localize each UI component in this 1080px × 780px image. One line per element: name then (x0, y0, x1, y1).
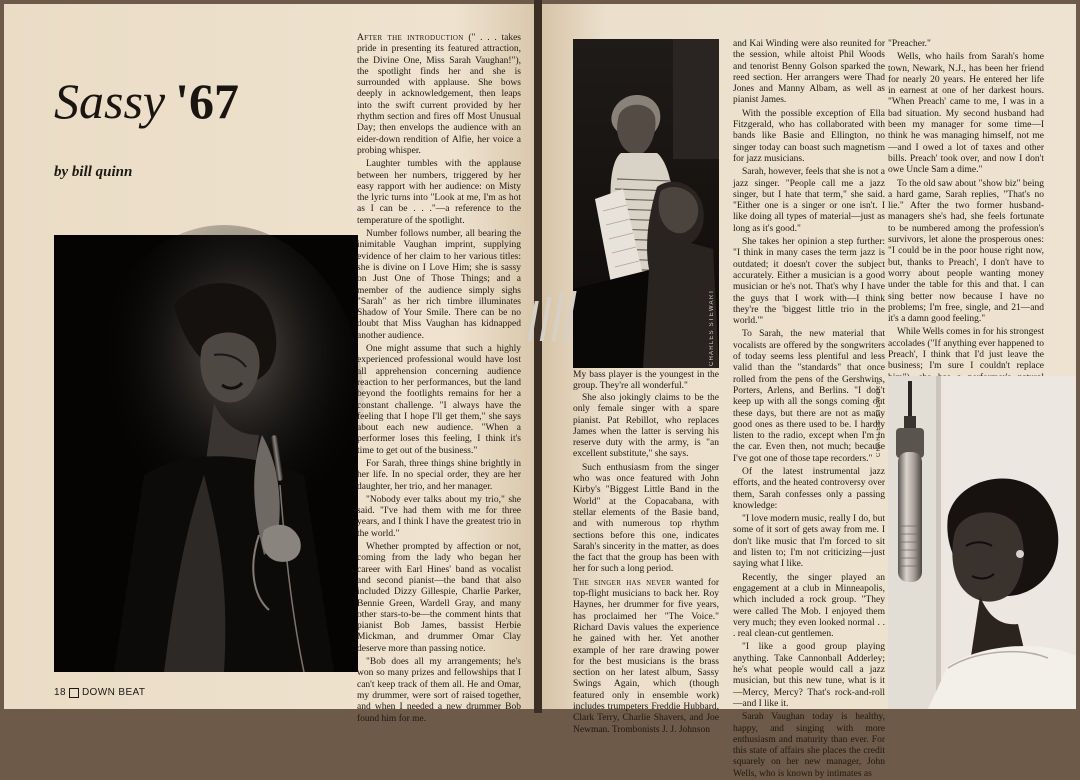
paragraph: and Kai Winding were also reunited for the session, while altoist Phil Woods and tenorist Benny Golson sparked the reed section. Her arrangers were Thad Jones and Manny Albam, as well as pianist James. (733, 39, 885, 106)
page-number: 18 (54, 687, 66, 698)
paragraph: Laughter tumbles with the applause between her numbers, triggered by her easy rapport with her audience: on Misty the lyric turns into "Look at me, I'm as hot as I can be . . ."—a reference to the temperature of the spotlight. (357, 159, 521, 226)
paragraph: "Bob does all my arrangements; he's won so many prizes and fellowships that I can't keep track of them all. He and Omar, my drummer, were sort of raised together, and when I needed a new drummer Bob found him for me. (357, 657, 521, 724)
photo-sarah-microphone (876, 376, 1076, 709)
paragraph: Of the latest instrumental jazz efforts, and the heated controversy over them, Sarah confesses only a passing knowledge: (733, 466, 885, 511)
magazine-name: DOWN BEAT (81, 687, 146, 698)
paragraph: To the old saw about "show biz" being a hard game, Sarah replies, "That's no lie." After the two former husband-managers she's had, she feels fortunate to be numbered among the profession's survivors, let alone the prosperous ones: "I could be in the poor house right now, but, thanks to Preach', I don't have to worry about people wanting money under the table for this and that. I can sing better now because I have no problems; I'm free, single, and 21—and it's a damn good feeling." (888, 178, 1044, 325)
photo-caption: My bass player is the youngest in the group. They're all wonderful." (573, 370, 719, 392)
paragraph: She also jokingly claims to be the only female singer with a spare pianist. Pat Rebillot, who replaces James when the latter is serving his reserve duty with the army, is "an excellent substitute," she says. (573, 393, 719, 460)
paragraph: Whether prompted by affection or not, coming from the lady who began her career with Earl Hines' band as vocalist and second pianist—the band that also included Dizzy Gillespie, Charlie Parker, Bennie Green, Wardell Gray, and many other stars-to-be—the comment hints that pianist Bob James, bassist Herbie Mickman, and drummer Omar Clay deserve more than passing notice. (357, 542, 521, 654)
paragraph: "I love modern music, really I do, but some of it sort of gets away from me. I don't like music that I'm forced to sit and listen to; I'm not criticizing—just saying what I like. (733, 514, 885, 570)
paragraph: The singer has never wanted for top-flight musicians to back her. Roy Haynes, her drummer for five years, has proclaimed her "The Voice." Richard Davis values the experience he gained with her. Yet another example of her rare drawing power for the best musicians is the brass section on her latest album, Sassy Swings Again, which (though featured only in ensemble work) includes trumpeters Freddie Hubbard, Clark Terry, Charlie Shavers, and Joe Newman. Trombonists J. J. Johnson (573, 577, 720, 735)
photo-sarah-microphone-image (888, 376, 1076, 709)
photo-sarah-singing (54, 235, 358, 672)
column-2 (573, 393, 720, 735)
column-1 (357, 33, 521, 724)
byline: by bill quinn (54, 164, 133, 180)
column-3 (733, 39, 885, 779)
left-page (4, 4, 534, 724)
photo-sarah-piano-image (573, 39, 719, 368)
binding-gutter (534, 0, 542, 713)
lead-in: After the introduction (357, 33, 464, 43)
paragraph: Such enthusiasm from the singer who was once featured with John Kirby's "Biggest Little Band in the World" at the Copacabana, with stellar elements of the Basie band, and with numerous top rhythm sections before this one, indicates Sarah's sincerity in the matter, as does the fact that the group has been with her for such a long period. (573, 462, 719, 575)
paragraph: She takes her opinion a step further: "I think in many cases the term jazz is outdated; it doesn't cover the subject accurately. Either a musician is a good musician or he's not. That's why I have the guys that I work with—I think they're the 'biggest little trio in the world.'" (733, 237, 885, 327)
paragraph: After the introduction (" . . . takes pride in presenting its featured attraction, the Divine One, Miss Sarah Vaughan!"), the spotlight finds her and she is surrounded with applause. She bows deeply in acknowledgement, then leaps into the swift current provided by her rhythm section and fires off Most Unusual Day; then envelops the audience with an eider-down rendition of Alfie, her voice a probing whisper. (357, 33, 521, 156)
folio-box-icon (69, 688, 79, 698)
photo-sarah-piano (573, 39, 719, 368)
lead-in: The singer has never (573, 577, 671, 588)
paragraph: For Sarah, three things shine brightly in her life. In no special order, they are her daughter, her trio, and her manager. (357, 458, 521, 492)
photo-credit: CHARLES STEWART (876, 380, 882, 458)
right-page (542, 4, 1076, 779)
folio (54, 687, 145, 698)
photo-credit: CHARLES STEWART (709, 289, 715, 367)
article-title-year: '67 (175, 73, 240, 129)
column-4 (888, 39, 1044, 376)
paragraph: To Sarah, the new material that vocalists are offered by the songwriters of today seems less plentiful and less valid than the "standards" that once rolled from the pens of the Gershwins, Porters, Arlens, and Berlins. "I don't keep up with all the songs coming out these days, but there are not as many good ones as there used to be. I hardly listen to the radio, except when I'm in the car. Even then, not much; because I've got one of those tape recorders." (733, 329, 885, 464)
paragraph: Wells, who hails from Sarah's home town, Newark, N.J., has been her friend for nearly 20 years. He entered her life in earnest at one of her darkest hours. "When Preach' came to me, I was in a bad situation. My second husband had been my manager for some time—I think he was managing himself, not me—and I owed a lot of taxes and other bills. Preach' took over, and now I don't owe Uncle Sam a dime." (888, 52, 1044, 176)
paragraph: Sarah Vaughan today is healthy, happy, and singing with more enthusiasm and maturity than ever. For this state of affairs she places the credit squarely on her new manager, John Wells, who is known by intimates as (733, 712, 885, 779)
paragraph: While Wells comes in for his strongest accolades ("If anything ever happened to Preach', I think that I'd just leave the business; I'm sure I couldn't replace (888, 327, 1044, 372)
paragraph: One might assume that such a highly experienced professional would have lost all apprehension concerning audience reaction to her performances, but the land beyond the footlights remains for her a constant challenge. "I always have the feeling that I hope I'll get them," she says about each new audience. "When a performer loses this feeling, I think it's time to get out of the business." (357, 344, 521, 456)
paragraph: Recently, the singer played an engagement at a club in Minneapolis, which included a rock group. "They were called The Mob. I enjoyed them very much; they even looked normal . . . real clean-cut gentlemen. (733, 572, 885, 640)
paragraph: With the possible exception of Ella Fitzgerald, who has collaborated with bands like Basie and Ellington, no singer today can boast such magnetism for jazz musicians. (733, 108, 885, 164)
paragraph: "Preacher." (888, 39, 931, 49)
article-title: Sassy '67 (54, 73, 240, 129)
paragraph: Number follows number, all bearing the inimitable Vaughan imprint, supplying evidence of her claim to her various titles: she is divine on I Love Him; she is sassy on Just One of Those Things; and a member of the audience simply sighs "Sarah" as her rich timbre illuminates Shadow of Your Smile. There can be no doubt that Miss Vaughan has kidnapped another audience. (357, 229, 521, 341)
paragraph: "I like a good group playing anything. Take Cannonball Adderley; he's what people would call a jazz musician, but this new tune, what is it—Mercy, Mercy? That's rock-and-roll—and I like it. (733, 642, 885, 709)
paragraph: "Nobody ever talks about my trio," she said. "I've had them with me for three years, and I think I have the greatest trio in the world." (357, 494, 521, 539)
photo-sarah-singing-image (54, 235, 358, 672)
paragraph: Sarah, however, feels that she is not a jazz singer. "People call me a jazz singer, but I hate that term," she said. "Either one is a singer or one isn't. I like doing all types of material—just as long as it's good." (733, 167, 885, 234)
